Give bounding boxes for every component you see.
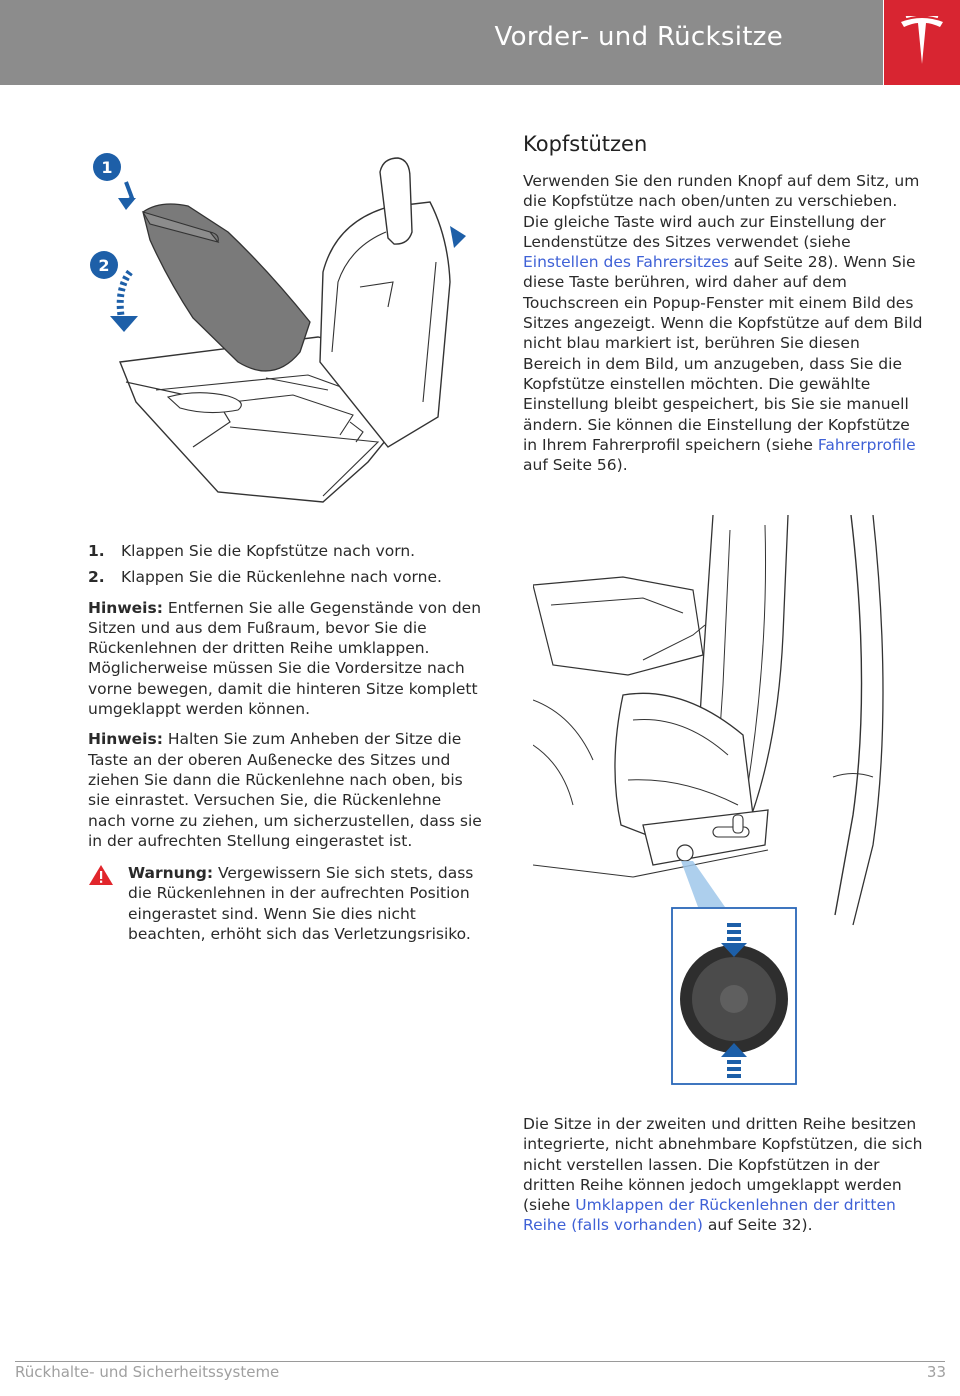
- step-number: 2.: [88, 568, 105, 587]
- headrests-section-2: [523, 1114, 923, 1236]
- headrests-paragraph-2: Die Sitze in der zweiten und dritten Reihe besitzen integrierte, nicht abnehmbare Kopfstützen, die sich nicht verstellen lassen. Die Kopfstützen in der dritten Reihe können jedoch umgeklappt werden (siehe Umklappen der Rückenlehnen der dritten Reihe (falls vorhanden) auf Seite 32).: [523, 1115, 923, 1235]
- note-1: [88, 598, 483, 720]
- page-number: 33: [926, 1363, 946, 1381]
- warning-label: Warnung:: [128, 864, 214, 883]
- note-text: Halten Sie zum Anheben der Sitze die Taste an der oberen Außenecke des Sitzes und ziehen Sie dann die Rückenlehne nach oben, bis sie einrastet. Versuchen Sie, die Rückenlehne nach vorne zu ziehen, um sicherzustellen, dass sie in der aufrechten Stellung eingerastet ist.: [88, 730, 482, 850]
- step-text: Klappen Sie die Rückenlehne nach vorne.: [121, 568, 442, 587]
- callout-1: 1: [101, 158, 113, 177]
- page-title: Vorder- und Rücksitze: [494, 22, 783, 52]
- footer-divider: [15, 1361, 945, 1362]
- callout-2: 2: [98, 256, 110, 275]
- step-2: [88, 567, 483, 587]
- headrests-paragraph-1: Verwenden Sie den runden Knopf auf dem Sitz, um die Kopfstütze nach oben/unten zu verschieben. Die gleiche Taste wird auch zur Einstellung der Lendenstütze des Sitzes verwendet (siehe Einstellen des Fahrersitzes auf Seite 28). Wenn Sie diese Taste berühren, wird daher auf dem Touchscreen ein Popup-Fenster mit einem Bild des Sitzes angezeigt. Wenn die Kopfstütze auf dem Bild nicht blau markiert ist, berühren Sie diesen Bereich in dem Bild, um anzugeben, dass Sie die Kopfstütze einstellen möchten. Die gewählte Einstellung bleibt gespeichert, bis Sie sie manuell ändern. Sie können die Einstellung der Kopfstütze in Ihrem Fahrerprofil speichern (siehe Fahrerprofile auf Seite 56).: [523, 172, 923, 475]
- section-heading: Kopfstützen: [523, 132, 648, 156]
- left-text-column: [88, 541, 483, 944]
- warning-text: Warnung: Vergewissern Sie sich stets, dass die Rückenlehnen in der aufrechten Position eingerastet sind. Wenn Sie dies nicht beachten, erhöht sich das Verletzungsrisiko.: [128, 864, 474, 944]
- seat-knob-illustration: [533, 515, 908, 1090]
- note-label: Hinweis:: [88, 730, 163, 749]
- step-1: [88, 541, 483, 561]
- warning-box: [88, 863, 483, 944]
- brand-logo: [884, 0, 960, 85]
- note-2: [88, 729, 483, 851]
- note-label: Hinweis:: [88, 598, 163, 617]
- tesla-logo-icon: [898, 16, 946, 68]
- step-number: 1.: [88, 542, 105, 560]
- seat-folding-illustration: [88, 140, 483, 515]
- headrests-section: [523, 131, 923, 475]
- note-text: Entfernen Sie alle Gegenstände von den Sitzen und aus dem Fußraum, bevor Sie die Rückenlehnen der dritten Reihe umklappen. Möglicherweise müssen Sie die Vordersitze nach vorne bewegen, damit die hinteren Sitze komplett umgeklappt werden können.: [88, 598, 482, 719]
- footer-section-title: Rückhalte- und Sicherheitssysteme: [15, 1363, 280, 1381]
- warning-triangle-icon: [88, 864, 114, 886]
- link-fahrerprofile[interactable]: Fahrerprofile: [817, 435, 916, 454]
- step-text: Klappen Sie die Kopfstütze nach vorn.: [121, 542, 416, 560]
- header-band: [0, 0, 883, 85]
- link-einstellen-des-fahrersitzes[interactable]: Einstellen des Fahrersitzes: [523, 253, 729, 272]
- link-umklappen-dritte-reihe[interactable]: Umklappen der Rückenlehnen der dritten Reihe (falls vorhanden): [523, 1196, 896, 1235]
